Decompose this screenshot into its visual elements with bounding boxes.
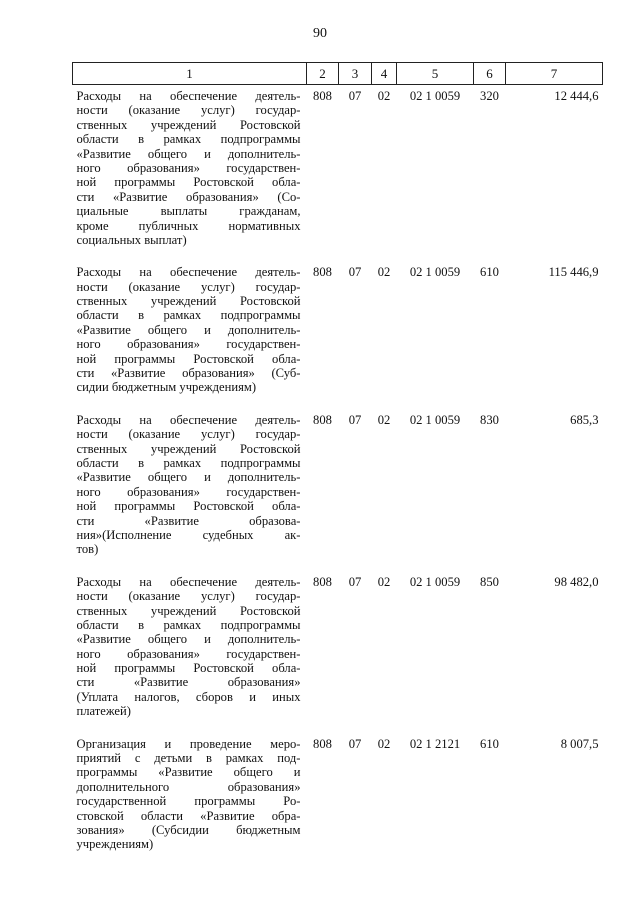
description-line: ного образования» государствен- [76,484,301,499]
description-line: дополнительного образования» [76,779,301,794]
description-line: сти «Развитие образования» (Суб- [76,366,301,381]
description-line: ного образования» государствен- [76,337,301,352]
ministry-code: 808 [313,736,332,751]
subsection-code: 02 [377,89,391,103]
description-line: сти «Развитие образования» [76,675,301,690]
description-line: ной программы Ростовской обла- [76,351,301,366]
page-number: 90 [313,26,327,41]
description-line: ности (оказание услуг) государ- [76,427,301,442]
description-line: области в рамках подпрограммы [76,617,301,632]
target-article-code: 02 1 0059 [409,265,461,280]
description-line: программы «Развитие общего и [76,765,301,780]
description-line: Расходы на обеспечение деятель- [76,265,301,280]
target-article-code: 02 1 0059 [409,412,461,427]
description-line: ственных учреждений Ростовской [76,294,301,309]
description-line: ного образования» государствен- [76,160,301,175]
description-line: учреждениям) [76,837,154,852]
description-line: сти «Развитие образования» (Со- [76,189,301,204]
description-line: (Уплата налогов, сборов и иных [76,689,301,704]
column-header-2: 2 [307,63,339,85]
ministry-code: 808 [313,574,332,589]
header-row [73,63,603,85]
description-line: области в рамках подпрограммы [76,308,301,323]
section-code: 07 [348,736,362,751]
target-article-code: 02 1 0059 [409,89,461,103]
row-description [73,85,307,262]
row-description [73,409,307,571]
description-line: «Развитие общего и дополнитель- [76,632,301,647]
row-description [73,571,307,733]
description-line: Организация и проведение меро- [76,736,301,751]
description-line: сидии бюджетным учреждениям) [76,380,257,395]
amount-value: 8 007,5 [560,736,599,751]
description-line: Расходы на обеспечение деятель- [76,574,301,589]
column-header-7: 7 [506,63,603,85]
subsection-code: 02 [377,265,391,280]
description-line: ственных учреждений Ростовской [76,603,301,618]
target-article-code: 02 1 0059 [409,574,461,589]
section-code: 07 [348,574,362,589]
subsection-code: 02 [377,736,391,751]
table-row [73,571,603,733]
column-header-3: 3 [339,63,372,85]
amount-value: 685,3 [570,412,599,427]
column-header-1: 1 [73,63,307,85]
subsection-code: 02 [377,412,391,427]
description-line: ности (оказание услуг) государ- [76,103,301,118]
description-line: социальных выплат) [76,232,187,247]
row-description [73,733,307,866]
description-line: ной программы Ростовской обла- [76,499,301,514]
description-line: циальные выплаты гражданам, [76,204,301,219]
description-line: области в рамках подпрограммы [76,455,301,470]
row-description [73,261,307,409]
description-line: приятий с детьми в рамках под- [76,751,301,766]
amount-value: 12 444,6 [554,89,599,103]
budget-table [72,62,603,866]
description-line: ного образования» государствен- [76,646,301,661]
description-line: зования» (Субсидии бюджетным [76,822,301,837]
ministry-code: 808 [313,265,332,280]
column-header-6: 6 [474,63,506,85]
description-line: «Развитие общего и дополнитель- [76,322,301,337]
description-line: ной программы Ростовской обла- [76,661,301,676]
description-line: «Развитие общего и дополнитель- [76,146,301,161]
description-line: ности (оказание услуг) государ- [76,279,301,294]
description-line: платежей) [76,704,131,719]
description-line: области в рамках подпрограммы [76,132,301,147]
description-line: «Развитие общего и дополнитель- [76,470,301,485]
description-line: ния»(Исполнение судебных ак- [76,527,301,542]
description-line: Расходы на обеспечение деятель- [76,412,301,427]
expense-type-code: 610 [480,736,499,751]
expense-type-code: 610 [480,265,499,280]
description-line: ности (оказание услуг) государ- [76,589,301,604]
expense-type-code: 320 [480,89,499,103]
ministry-code: 808 [313,89,332,103]
section-code: 07 [348,89,362,103]
amount-value: 115 446,9 [548,265,599,280]
description-line: ственных учреждений Ростовской [76,441,301,456]
section-code: 07 [348,412,362,427]
description-line: ственных учреждений Ростовской [76,117,301,132]
column-header-5: 5 [397,63,474,85]
table-row [73,85,603,262]
table-row [73,261,603,409]
description-line: стовской области «Развитие обра- [76,808,301,823]
description-line: государственной программы Ро- [76,794,301,809]
section-code: 07 [348,265,362,280]
description-line: сти «Развитие образова- [76,513,301,528]
description-line: тов) [76,542,99,557]
amount-value: 98 482,0 [554,574,599,589]
table-row [73,409,603,571]
description-line: кроме публичных нормативных [76,218,301,233]
ministry-code: 808 [313,412,332,427]
subsection-code: 02 [377,574,391,589]
description-line: Расходы на обеспечение деятель- [76,89,301,103]
column-header-4: 4 [372,63,397,85]
target-article-code: 02 1 2121 [409,736,461,751]
description-line: ной программы Ростовской обла- [76,175,301,190]
expense-type-code: 850 [480,574,499,589]
table-row [73,733,603,866]
expense-type-code: 830 [480,412,499,427]
